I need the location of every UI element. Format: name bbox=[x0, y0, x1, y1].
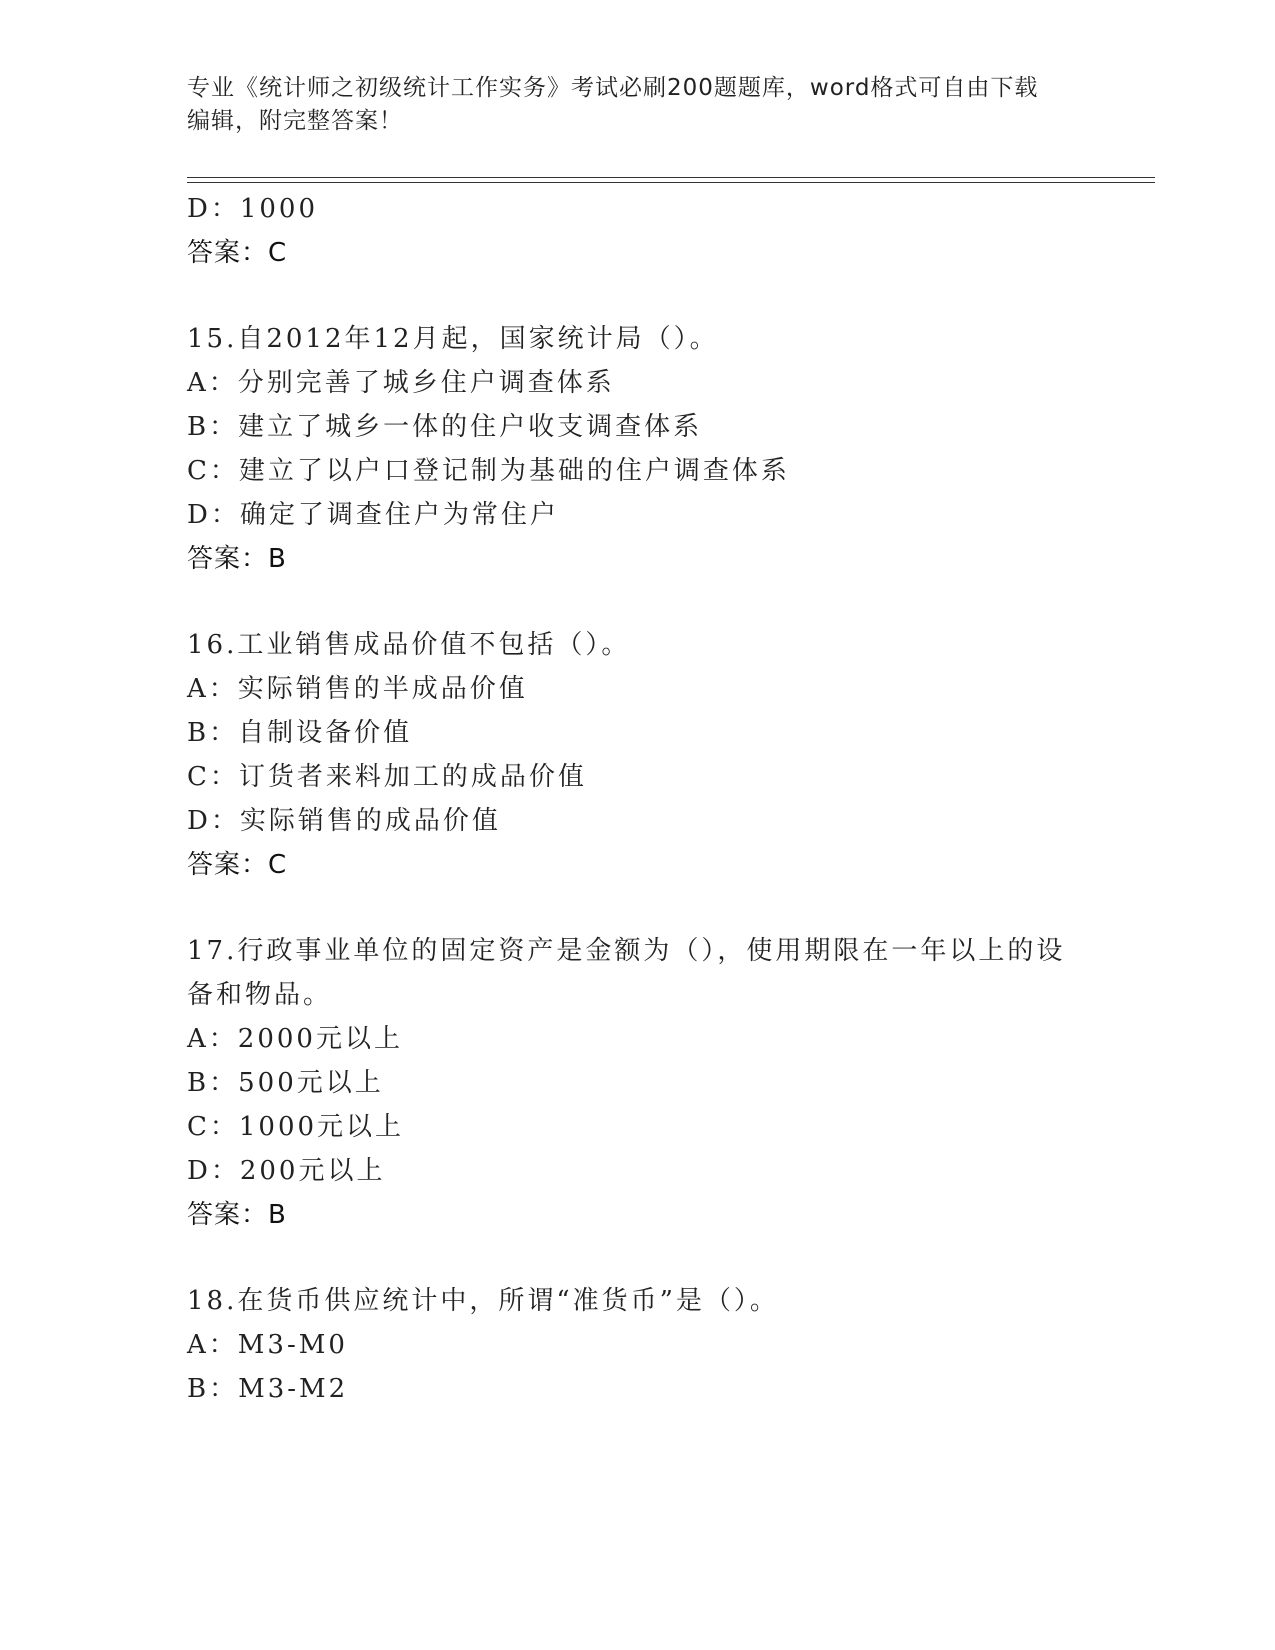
q16-answer: 答案：C bbox=[187, 850, 288, 880]
header-title-line-1: 专业《统计师之初级统计工作实务》考试必刷200题题库，word格式可自由下载 bbox=[187, 75, 1039, 101]
q15-option-b: B：建立了城乡一体的住户收支调查体系 bbox=[187, 412, 703, 442]
q18-stem: 18.在货币供应统计中，所谓“准货币”是（）。 bbox=[187, 1286, 779, 1316]
q17-option-d: D：200元以上 bbox=[187, 1156, 386, 1186]
q14-answer: 答案：C bbox=[187, 238, 288, 268]
q18-option-b: B：M3-M2 bbox=[187, 1374, 349, 1404]
q17-option-b: B：500元以上 bbox=[187, 1068, 384, 1098]
header-divider-top bbox=[187, 177, 1155, 178]
q15-option-c: C：建立了以户口登记制为基础的住户调查体系 bbox=[187, 456, 790, 486]
q15-answer: 答案：B bbox=[187, 544, 287, 574]
q16-option-c: C：订货者来料加工的成品价值 bbox=[187, 762, 587, 792]
q15-option-a: A：分别完善了城乡住户调查体系 bbox=[187, 368, 615, 398]
q16-option-b: B：自制设备价值 bbox=[187, 718, 413, 748]
header-divider-bottom bbox=[187, 182, 1155, 183]
header-title-line-2: 编辑，附完整答案！ bbox=[187, 108, 403, 134]
q14-option-d: D：1000 bbox=[187, 194, 319, 224]
q17-option-c: C：1000元以上 bbox=[187, 1112, 405, 1142]
q17-stem-line-1: 17.行政事业单位的固定资产是金额为（），使用期限在一年以上的设 bbox=[187, 936, 1066, 966]
q18-option-a: A：M3-M0 bbox=[187, 1330, 348, 1360]
q17-answer: 答案：B bbox=[187, 1200, 287, 1230]
q16-option-d: D：实际销售的成品价值 bbox=[187, 806, 501, 836]
q17-stem-line-2: 备和物品。 bbox=[187, 980, 333, 1010]
q17-option-a: A：2000元以上 bbox=[187, 1024, 403, 1054]
q15-option-d: D：确定了调查住户为常住户 bbox=[187, 500, 559, 530]
document-header bbox=[187, 72, 1087, 138]
q16-option-a: A：实际销售的半成品价值 bbox=[187, 674, 528, 704]
q15-stem: 15.自2012年12月起，国家统计局（）。 bbox=[187, 324, 719, 354]
q16-stem: 16.工业销售成品价值不包括（）。 bbox=[187, 630, 631, 660]
